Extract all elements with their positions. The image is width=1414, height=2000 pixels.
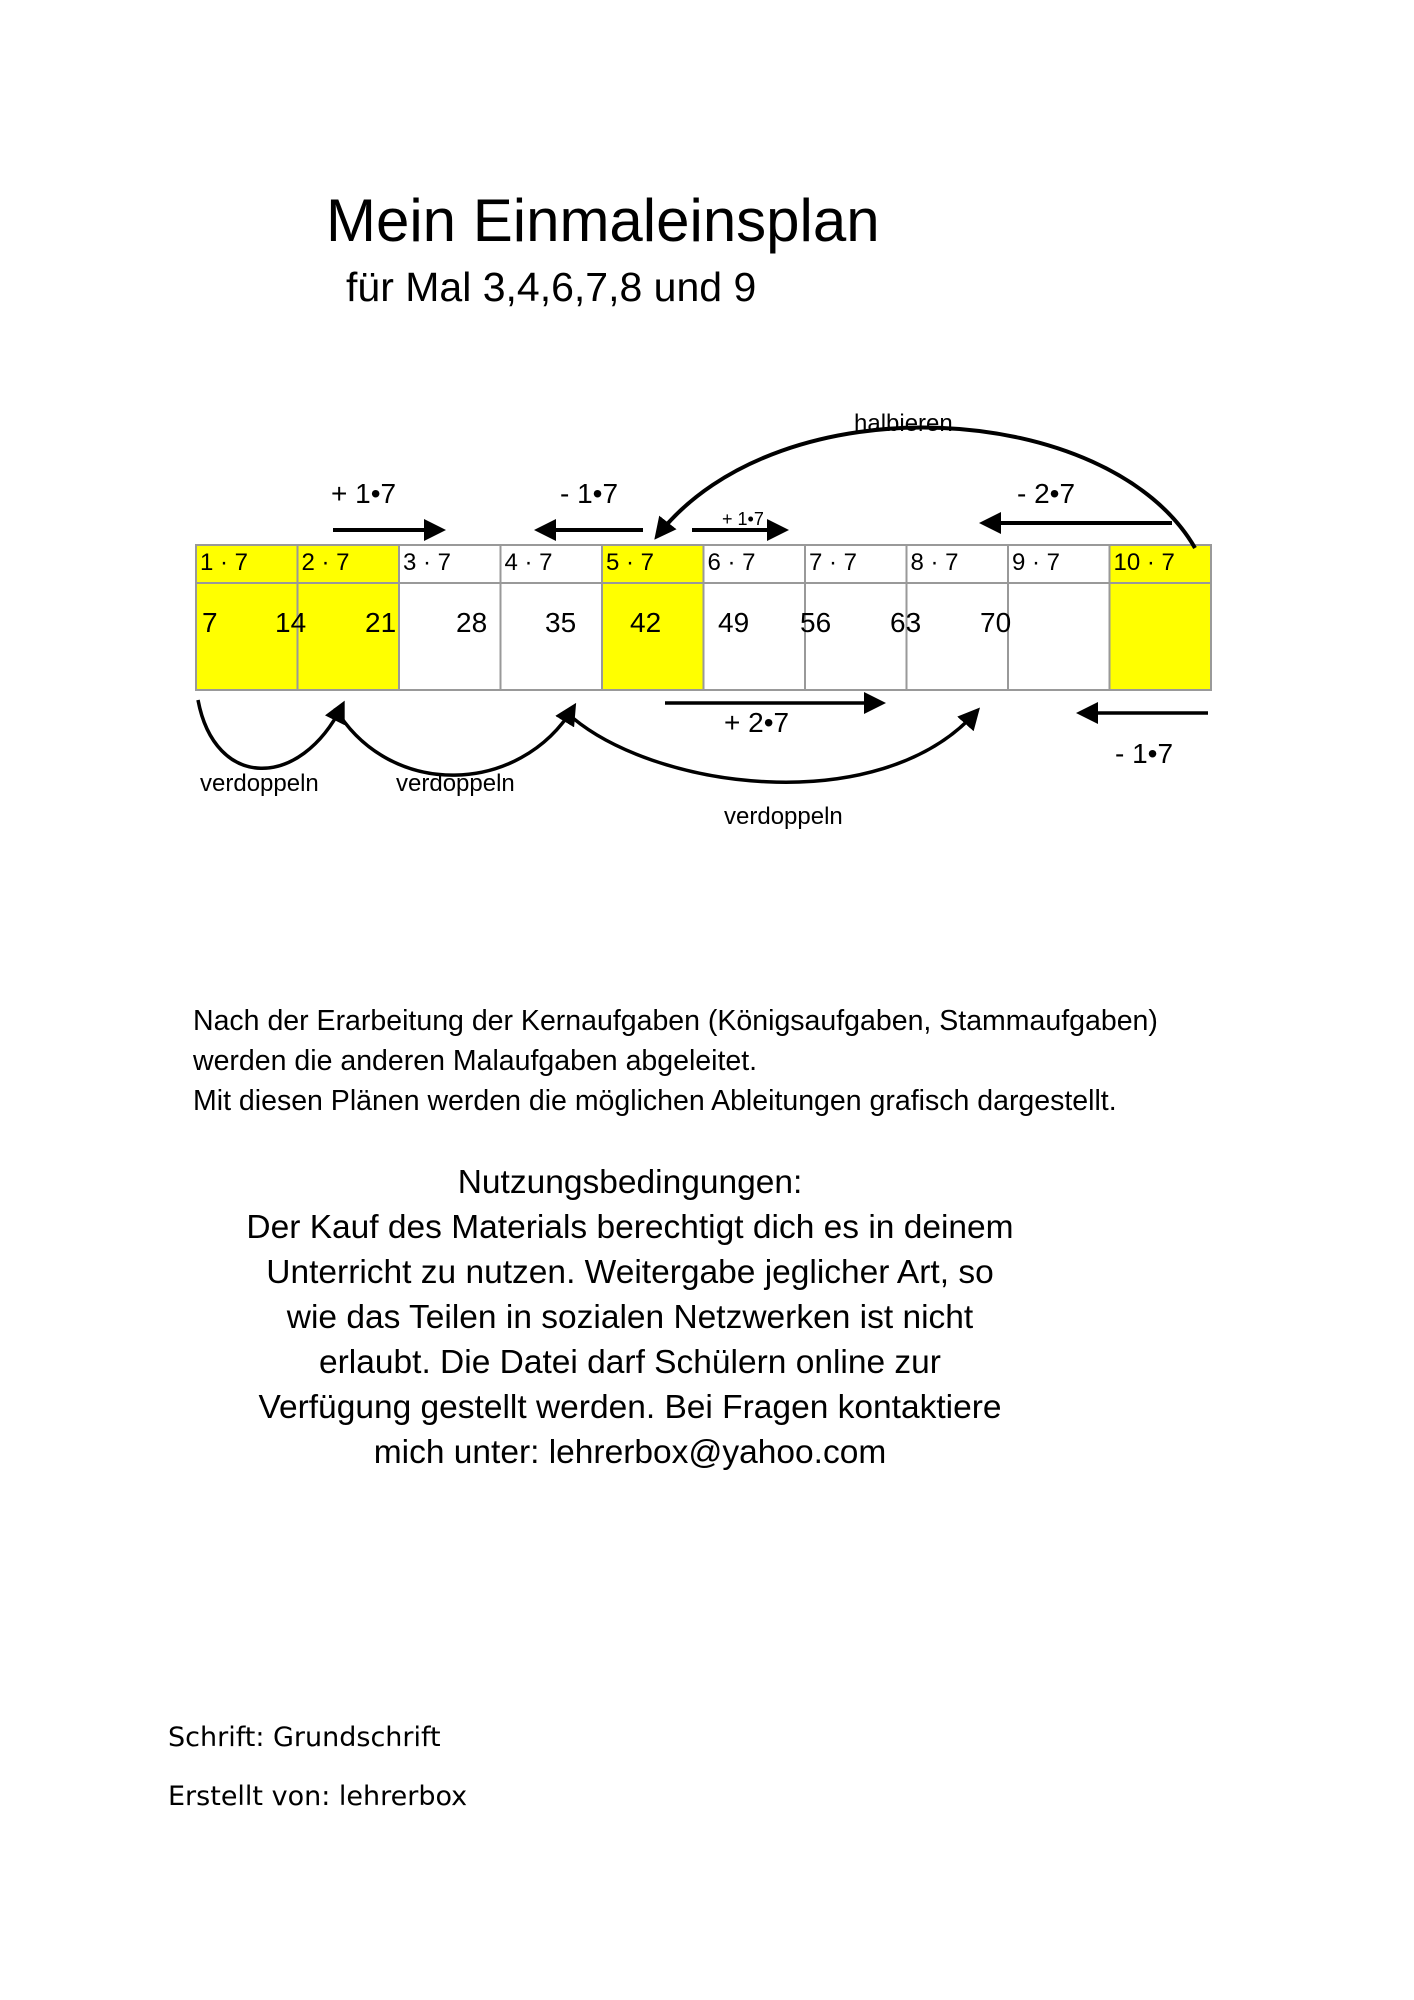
terms-of-use: [180, 1160, 1080, 1475]
label-verdoppeln-3: verdoppeln: [724, 803, 843, 830]
author-credit: Erstellt von: lehrerbox: [168, 1781, 468, 1812]
cell-label: 6 · 7: [707, 549, 756, 576]
terms-line: mich unter: lehrerbox@yahoo.com: [373, 1434, 887, 1471]
product-value: 49: [718, 607, 750, 638]
terms-line: Der Kauf des Materials berechtigt dich es in deinem: [246, 1209, 1014, 1246]
label-minus-1-7-bottom: - 1•7: [1115, 738, 1174, 769]
product-value: 70: [980, 607, 1012, 638]
bottom-arrows: [198, 700, 1208, 782]
terms-heading: Nutzungsbedingungen:: [457, 1164, 803, 1201]
cell-label: 4 · 7: [504, 549, 553, 576]
font-credit: Schrift: Grundschrift: [168, 1722, 441, 1753]
product-value: 7: [202, 607, 218, 638]
product-value: 21: [365, 607, 397, 638]
page-title: Mein Einmaleinsplan: [326, 187, 880, 254]
paragraph-line-3: Mit diesen Plänen werden die möglichen Ableitungen grafisch dargestellt.: [193, 1085, 1117, 1117]
cell-label: 8 · 7: [910, 549, 959, 576]
terms-line: erlaubt. Die Datei darf Schülern online zur: [319, 1344, 941, 1381]
label-verdoppeln-2: verdoppeln: [396, 770, 515, 797]
plan-diagram: [0, 0, 1414, 900]
product-value: 63: [890, 607, 922, 638]
paragraph-line-1: Nach der Erarbeitung der Kernaufgaben (Königsaufgaben, Stammaufgaben): [193, 1005, 1158, 1037]
label-minus-2-7: - 2•7: [1017, 478, 1076, 509]
cell-label: 1 · 7: [200, 549, 249, 576]
terms-line: Unterricht zu nutzen. Weitergabe jeglicher Art, so: [266, 1254, 994, 1291]
double-arrow-2: [335, 708, 573, 775]
label-plus-1-7: + 1•7: [331, 478, 397, 509]
product-value: 56: [800, 607, 832, 638]
label-plus-2-7: + 2•7: [724, 707, 790, 738]
cell-label: 2 · 7: [301, 549, 350, 576]
double-arrow-1: [198, 700, 342, 768]
product-value: 14: [275, 607, 307, 638]
page-subtitle: für Mal 3,4,6,7,8 und 9: [346, 264, 757, 310]
cell-label: 10 · 7: [1113, 549, 1175, 576]
label-plus-1-7-small: + 1•7: [722, 509, 764, 529]
cell-label: 7 · 7: [809, 549, 858, 576]
cell-label: 5 · 7: [606, 549, 655, 576]
product-value: 42: [630, 607, 662, 638]
cell-label: 9 · 7: [1012, 549, 1061, 576]
product-value: 35: [545, 607, 577, 638]
paragraph-line-2: werden die anderen Malaufgaben abgeleitet.: [193, 1045, 758, 1077]
label-verdoppeln-1: verdoppeln: [200, 770, 319, 797]
product-value: 28: [456, 607, 488, 638]
label-minus-1-7: - 1•7: [560, 478, 619, 509]
label-halbieren: halbieren: [854, 410, 953, 437]
terms-line: Verfügung gestellt werden. Bei Fragen kontaktiere: [258, 1389, 1002, 1426]
terms-line: wie das Teilen in sozialen Netzwerken ist nicht: [286, 1299, 974, 1336]
cell-label: 3 · 7: [403, 549, 452, 576]
